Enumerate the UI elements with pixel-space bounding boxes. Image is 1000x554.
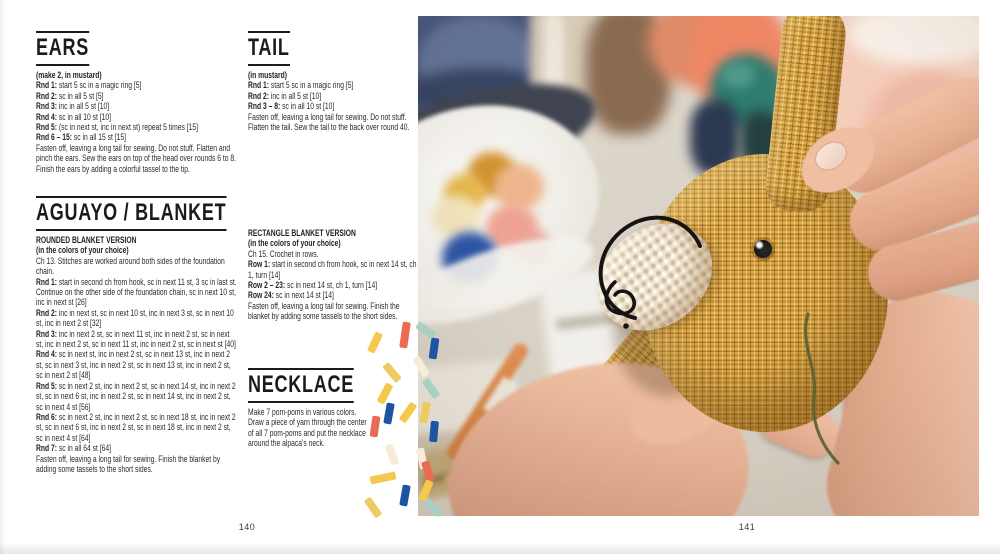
pattern-line: Rnd 1: start 5 sc in a magic ring [5] — [36, 80, 142, 91]
rectangle-footer: Fasten off, leaving a long tail for sewing. Finish the blanket by adding some tassels to the short sides. — [248, 300, 400, 322]
pattern-line: Rnd 4: sc in next st, inc in next 2 st, sc in next 13 st, inc in next 2 st, sc in next 3 st, inc in next 2 st, sc in next 13 st, inc in next 2 st, sc in next 2 st [48] — [36, 349, 231, 381]
rectangle-note: (in the colors of your choice) — [248, 238, 341, 249]
pattern-line: Row 1: start in second ch from hook, sc in next 14 st, ch 1, turn [14] — [248, 259, 417, 280]
necklace-body: Make 7 pom-poms in various colors. Draw a piece of yarn through the center of all 7 pom-poms and put the necklace around the alpaca's neck. — [248, 407, 367, 449]
pattern-line: Rnd 3 – 8: sc in all 10 st [10] — [248, 101, 335, 112]
section-title-necklace: NECKLACE — [248, 368, 354, 403]
photo-vignette — [418, 16, 979, 516]
rectangle-subtitle: RECTANGLE BLANKET VERSION — [248, 228, 356, 238]
pattern-line: Rnd 5: sc in next 2 st, inc in next 2 st, sc in next 14 st, inc in next 2 st, sc in next 6 st, inc in next 2 st, sc in next 14 st, inc in next 2 st, sc in next 4 st [56] — [36, 380, 236, 412]
section-title-tail: TAIL — [248, 31, 290, 66]
section-rectangle-blanket — [248, 228, 423, 322]
page-number-left: 140 — [238, 522, 256, 532]
pattern-line: Rnd 2: inc in next st, sc in next 10 st, inc in next 3 st, sc in next 10 st, inc in next 2 st [32] — [36, 307, 234, 329]
ears-footer: Fasten off, leaving a long tail for sewing. Do not stuff. Flatten and pinch the ears. Sew the ears on top of the head over rounds 6 to 8. Finish the ears by adding a colorful tassel to the tip. — [36, 142, 237, 174]
section-aguayo-blanket — [36, 196, 237, 474]
pattern-line: Row 2 – 23: sc in next 14 st, ch 1, turn [14] — [248, 280, 378, 291]
pattern-line: Rnd 4: sc in all 10 st [10] — [36, 111, 112, 122]
section-tail — [248, 31, 423, 132]
page-number-right: 141 — [738, 522, 756, 532]
pattern-line: Rnd 5: (sc in next st, inc in next st) repeat 5 times [15] — [36, 122, 199, 133]
left-page — [0, 0, 418, 554]
pattern-line: Row 24: sc in next 14 st [14] — [248, 290, 334, 301]
pattern-line: Rnd 1: start 5 sc in a magic ring [5] — [248, 80, 354, 91]
ears-note: (make 2, in mustard) — [36, 70, 102, 80]
pattern-line: Rnd 1: start in second ch from hook, sc in next 11 st, 3 sc in last st. Continue on the other side of the foundation chain, sc in next 10 st, inc in next st [26] — [36, 276, 237, 308]
pattern-line: Rnd 3: inc in all 5 st [10] — [36, 101, 110, 112]
page-bottom-edge — [0, 542, 1000, 554]
aguayo-footer: Fasten off, leaving a long tail for sewing. Finish the blanket by adding some tassels to the short sides. — [36, 453, 221, 474]
pattern-line: Rnd 2: inc in all 5 st [10] — [248, 90, 322, 101]
pattern-line: Rnd 3: inc in next 2 st, sc in next 11 st, inc in next 2 st, sc in next st, inc in next 2 st, sc in next 11 st, inc in next 2 st, sc in next st [40] — [36, 328, 236, 350]
aguayo-intro: Ch 13. Stitches are worked around both sides of the foundation chain. — [36, 255, 225, 277]
pattern-line: Rnd 7: sc in all 64 st [64] — [36, 443, 112, 454]
section-necklace — [248, 368, 398, 449]
aguayo-note: (in the colors of your choice) — [36, 245, 129, 256]
ears-rounds — [36, 80, 237, 142]
section-ears — [36, 31, 237, 174]
pattern-line: Rnd 6: sc in next 2 st, inc in next 2 st, sc in next 18 st, inc in next 2 st, sc in next 6 st, inc in next 2 st, sc in next 18 st, inc in next 2 st, sc in next 4 st [64] — [36, 411, 236, 443]
tail-note: (in mustard) — [248, 70, 288, 80]
section-title-ears: EARS — [36, 31, 89, 66]
page-left-edge — [0, 0, 6, 554]
photo-alpaca-in-hands — [418, 16, 979, 516]
tail-footer: Fasten off, leaving a long tail for sewing. Do not stuff. Flatten the tail. Sew the tail to the back over round 40. — [248, 111, 410, 133]
aguayo-rounds — [36, 277, 237, 454]
tail-rounds — [248, 80, 423, 111]
pattern-line: Rnd 6 – 15: sc in all 15 st [15] — [36, 132, 127, 143]
section-title-aguayo: AGUAYO / BLANKET — [36, 196, 226, 231]
aguayo-subtitle: ROUNDED BLANKET VERSION — [36, 235, 137, 245]
pattern-line: Rnd 2: sc in all 5 st [5] — [36, 90, 104, 101]
rectangle-rows — [248, 259, 423, 301]
rectangle-intro: Ch 15. Crochet in rows. — [248, 248, 319, 259]
